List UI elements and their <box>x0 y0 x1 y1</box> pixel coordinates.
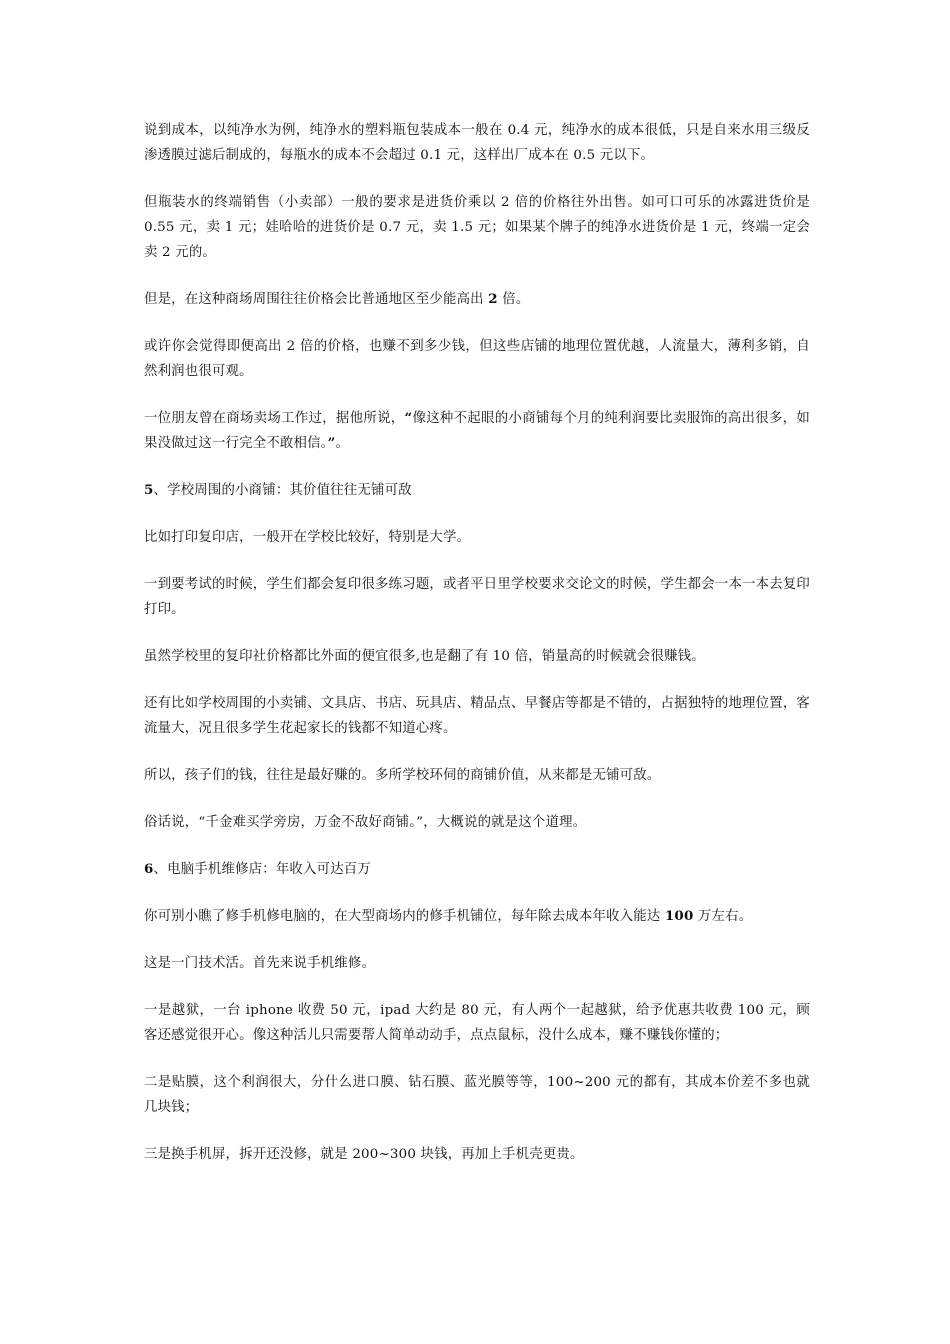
text-segment: 万左右。 <box>693 909 753 924</box>
paragraph-proverb: 俗话说，“千金难买学旁房，万金不敌好商铺。”，大概说的就是这个道理。 <box>144 815 587 830</box>
section-heading-5 <box>144 478 810 503</box>
paragraph-repair-income <box>144 904 810 929</box>
bold-number: 100 <box>664 908 694 924</box>
section-title: 、电脑手机维修店：年收入可达百万 <box>153 862 371 877</box>
paragraph-copy-price: 虽然学校里的复印社价格都比外面的便宜很多,也是翻了有 10 倍，销量高的时候就会很赚钱。 <box>144 649 705 664</box>
text-segment: 像这种不起眼的小商铺每个月的纯利润要比卖服饰的高出很多，如果没做过这一行完全不敢相信。 <box>144 411 810 451</box>
paragraph-kids-money: 所以，孩子们的钱，往往是最好赚的。多所学校环伺的商铺价值，从来都是无铺可敌。 <box>144 768 661 783</box>
text-segment: 倍。 <box>497 292 530 307</box>
paragraph-mall-price <box>144 287 810 312</box>
bold-quote-open: “ <box>404 410 413 426</box>
bold-quote-close: ” <box>327 435 336 451</box>
section-number: 5 <box>144 482 154 498</box>
paragraph-screen-film: 二是贴膜，这个利润很大，分什么进口膜、钻石膜、蓝光膜等等，100~200 元的都有，其成本价差不多也就几块钱； <box>144 1075 810 1115</box>
section-title: 、学校周围的小商铺：其价值往往无铺可敌 <box>153 483 412 498</box>
document-body <box>144 118 810 1189</box>
text-segment: 但是，在这种商场周围往往价格会比普通地区至少能高出 <box>144 292 489 307</box>
text-segment: 。 <box>335 436 350 451</box>
paragraph-tech-skill: 这是一门技术活。首先来说手机维修。 <box>144 956 376 971</box>
section-number: 6 <box>144 861 154 877</box>
paragraph-print-shop: 比如打印复印店，一般开在学校比较好，特别是大学。 <box>144 530 471 545</box>
paragraph-exam-copies: 一到要考试的时候，学生们都会复印很多练习题，或者平日里学校要求交论文的时候，学生都会一本一本去复印打印。 <box>144 577 810 617</box>
paragraph-school-shops: 还有比如学校周围的小卖铺、文具店、书店、玩具店、精品点、早餐店等都是不错的，占据独特的地理位置，客流量大，况且很多学生花起家长的钱都不知道心疼。 <box>144 696 810 736</box>
paragraph-profit: 或许你会觉得即便高出 2 倍的价格，也赚不到多少钱，但这些店铺的地理位置优越，人流量大，薄利多销，自然利润也很可观。 <box>144 339 810 379</box>
section-heading-6 <box>144 857 810 882</box>
bold-number: 2 <box>488 291 498 307</box>
text-segment: 你可别小瞧了修手机修电脑的，在大型商场内的修手机铺位，每年除去成本年收入能达 <box>144 909 665 924</box>
paragraph-friend-quote <box>144 406 810 456</box>
text-segment: 一位朋友曾在商场卖场工作过，据他所说， <box>144 411 405 426</box>
paragraph-cost-water: 说到成本，以纯净水为例，纯净水的塑料瓶包装成本一般在 0.4 元，纯净水的成本很低，只是自来水用三级反渗透膜过滤后制成的，每瓶水的成本不会超过 0.1 元，这样出厂成本在 0.5 元以下。 <box>144 123 810 163</box>
paragraph-screen-replace: 三是换手机屏，拆开还没修，就是 200~300 块钱，再加上手机壳更贵。 <box>144 1147 584 1162</box>
paragraph-terminal-sales: 但瓶装水的终端销售（小卖部）一般的要求是进货价乘以 2 倍的价格往外出售。如可口可乐的冰露进货价是 0.55 元，卖 1 元；娃哈哈的进货价是 0.7 元，卖 1.5 元；如果某个牌子的纯净水进货价是 1 元，终端一定会卖 2 元的。 <box>144 195 810 260</box>
paragraph-jailbreak: 一是越狱，一台 iphone 收费 50 元，ipad 大约是 80 元，有人两个一起越狱，给予优惠共收费 100 元，顾客还感觉很开心。像这种活儿只需要帮人简单动动手，点点鼠标，没什么成本，赚不赚钱你懂的； <box>144 1003 810 1043</box>
